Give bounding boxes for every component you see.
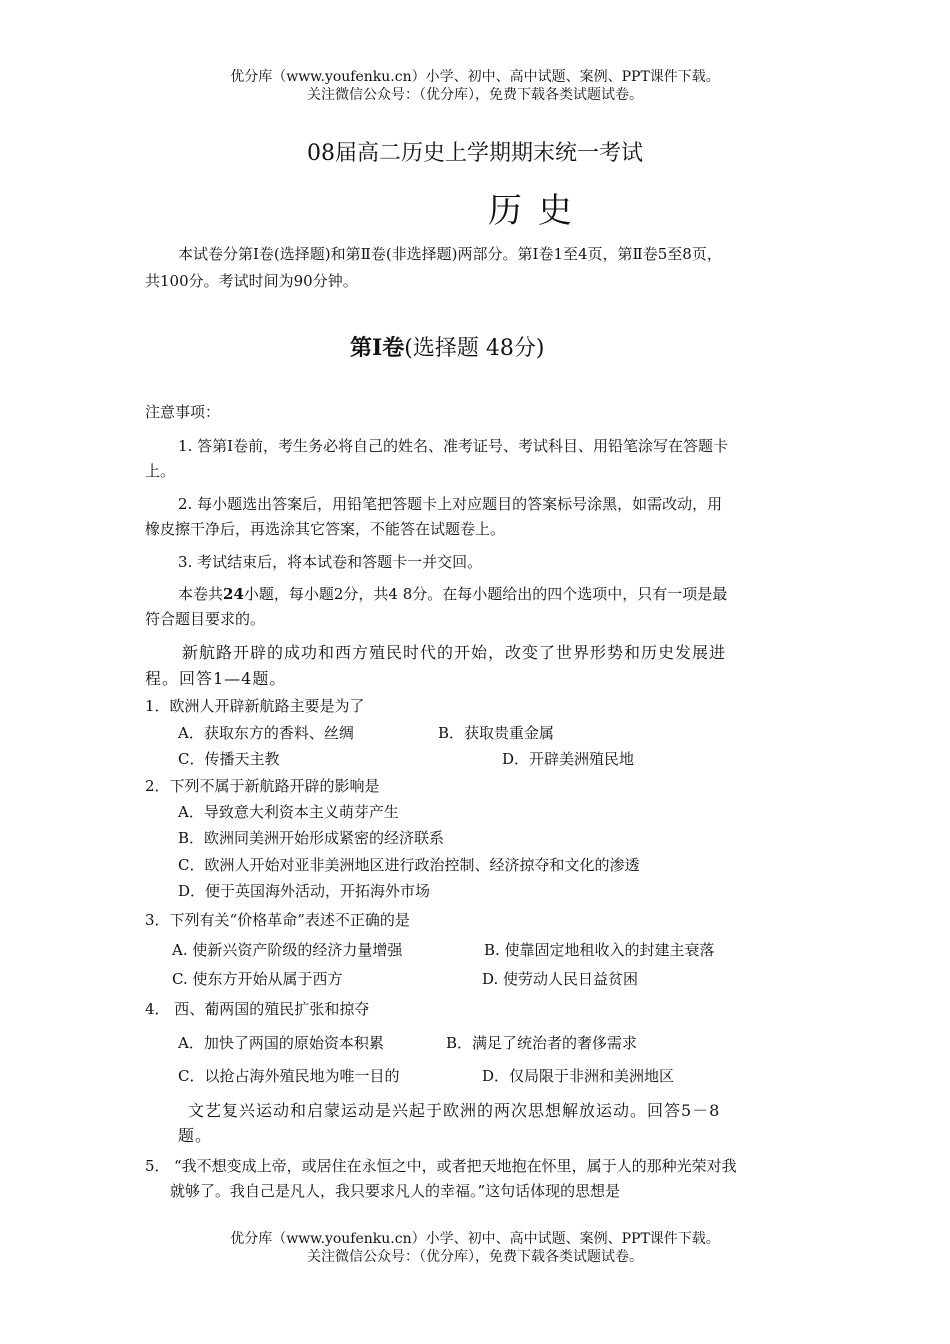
q4-option-d: D．仅局限于非洲和美洲地区 bbox=[482, 1067, 675, 1085]
intro-line-1: 本试卷分第Ⅰ卷(选择题)和第Ⅱ卷(非选择题)两部分。第Ⅰ卷1至4页，第Ⅱ卷5至8页， bbox=[178, 245, 722, 263]
instruction-post: 小题，每小题2分，共4 8分。在每小题给出的四个选项中，只有一项是最 bbox=[243, 585, 728, 603]
q3-option-a: A. 使新兴资产阶级的经济力量增强 bbox=[172, 941, 403, 959]
q3-option-d: D. 使劳动人民日益贫困 bbox=[482, 970, 639, 988]
q4-stem: 4． 西、葡两国的殖民扩张和掠夺 bbox=[145, 1000, 370, 1018]
instruction-pre: 本卷共 bbox=[178, 585, 224, 603]
subject-title bbox=[488, 183, 588, 232]
section-heading bbox=[350, 331, 544, 362]
q3-option-c: C. 使东方开始从属于西方 bbox=[172, 970, 343, 988]
q5-line-1: “我不想变成上帝，或居住在永恒之中，或者把天地抱在怀里，属于人的那种光荣对我 bbox=[174, 1157, 737, 1175]
instruction-count: 24 bbox=[223, 585, 244, 603]
q1-option-a: A．获取东方的香料、丝绸 bbox=[178, 724, 354, 742]
q2-option-b: B．欧洲同美洲开始形成紧密的经济联系 bbox=[178, 829, 445, 847]
group2-line-2: 题。 bbox=[178, 1126, 213, 1145]
note-3: 3. 考试结束后，将本试卷和答题卡一并交回。 bbox=[178, 553, 483, 571]
note-2-line-1: 2. 每小题选出答案后，用铅笔把答题卡上对应题目的答案标号涂黑，如需改动，用 bbox=[178, 495, 723, 513]
note-1-line-1: 1. 答第Ⅰ卷前，考生务必将自己的姓名、准考证号、考试科目、用铅笔涂写在答题卡 bbox=[178, 437, 729, 455]
group1-line-2: 程。回答1—4题。 bbox=[145, 669, 287, 688]
instruction-line-2: 符合题目要求的。 bbox=[145, 610, 266, 628]
subject-text: 历史 bbox=[488, 191, 588, 231]
footer-line-1: 优分库（www.youfenku.cn）小学、初中、高中试题、案例、PPT课件下载。 bbox=[230, 1231, 720, 1247]
q4-option-a: A．加快了两国的原始资本积累 bbox=[178, 1034, 384, 1052]
section-heading-rest: (选择题 48分) bbox=[404, 336, 545, 361]
note-1-line-2: 上。 bbox=[145, 462, 176, 480]
group2-line-1: 文艺复兴运动和启蒙运动是兴起于欧洲的两次思想解放运动。回答5－8 bbox=[188, 1101, 721, 1120]
q5-line-2: 就够了。我自己是凡人，我只要求凡人的幸福。”这句话体现的思想是 bbox=[170, 1182, 621, 1200]
footer-line-2: 关注微信公众号：（优分库），免费下载各类试题试卷。 bbox=[307, 1249, 643, 1265]
q3-option-b: B. 使靠固定地租收入的封建主衰落 bbox=[484, 941, 715, 959]
q2-stem: 2．下列不属于新航路开辟的影响是 bbox=[145, 777, 380, 795]
q3-stem: 3．下列有关“价格革命”表述不正确的是 bbox=[145, 911, 410, 929]
q5-number: 5． bbox=[145, 1157, 170, 1175]
q1-option-c: C．传播天主教 bbox=[178, 750, 280, 768]
section-heading-bold: 第Ⅰ卷 bbox=[350, 335, 405, 361]
intro-line-2: 共100分。考试时间为90分钟。 bbox=[145, 272, 358, 290]
exam-title: 08届高二历史上学期期末统一考试 bbox=[307, 141, 643, 166]
q4-option-c: C．以抢占海外殖民地为唯一目的 bbox=[178, 1067, 400, 1085]
q2-option-a: A．导致意大利资本主义萌芽产生 bbox=[178, 803, 399, 821]
q4-option-b: B．满足了统治者的奢侈需求 bbox=[446, 1034, 638, 1052]
q2-option-c: C．欧洲人开始对亚非美洲地区进行政治控制、经济掠夺和文化的渗透 bbox=[178, 856, 640, 874]
q1-option-d: D．开辟美洲殖民地 bbox=[502, 750, 635, 768]
header-line-2: 关注微信公众号：（优分库），免费下载各类试题试卷。 bbox=[307, 87, 643, 103]
q2-option-d: D．便于英国海外活动，开拓海外市场 bbox=[178, 882, 431, 900]
q1-stem: 1．欧洲人开辟新航路主要是为了 bbox=[145, 697, 365, 715]
notes-heading: 注意事项： bbox=[145, 403, 221, 421]
group1-line-1: 新航路开辟的成功和西方殖民时代的开始，改变了世界形势和历史发展进 bbox=[182, 643, 727, 662]
note-2-line-2: 橡皮擦干净后，再选涂其它答案，不能答在试题卷上。 bbox=[145, 520, 506, 538]
instruction-line-1 bbox=[178, 583, 727, 604]
q1-option-b: B．获取贵重金属 bbox=[438, 724, 555, 742]
header-line-1: 优分库（www.youfenku.cn）小学、初中、高中试题、案例、PPT课件下载。 bbox=[230, 69, 720, 85]
